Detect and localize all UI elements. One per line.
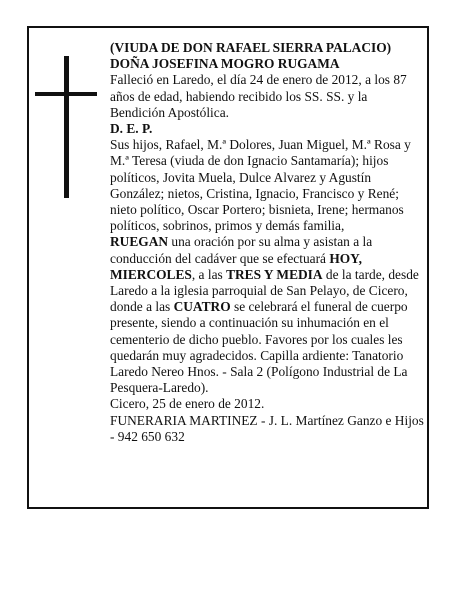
funeral-text: se celebrará el funeral de cuerpo presente, siendo a continuación su inhumación en el cementerio de dicho pueblo. Favores por los cuales les quedarán muy agradecidos. Capilla ardiente: Tanatorio Laredo Nereo Hnos. - Sala 2 (Polígono Industrial de La Pesquera-Laredo). [110,299,408,396]
cross-horizontal-bar [35,92,97,96]
ceremony-paragraph [110,234,424,396]
tres-y-media: TRES Y MEDIA [226,266,323,282]
cross-icon [35,56,97,198]
place-date: Cicero, 25 de enero de 2012. [110,396,265,412]
obituary-notice [27,26,429,509]
funeral-home: FUNERARIA MARTINEZ - J. L. Martínez Ganzo e Hijos - 942 650 632 [110,412,424,444]
hoy-miercoles: HOY, MIERCOLES [110,250,362,282]
ruegan-word: RUEGAN [110,234,169,250]
deceased-name: DOÑA JOSEFINA MOGRO RUGAMA [110,56,340,72]
dep-line: D. E. P. [110,121,153,137]
widow-line: (VIUDA DE DON RAFAEL SIERRA PALACIO) [110,40,392,55]
a-las-text: , a las [191,266,227,282]
cross-vertical-bar [64,56,69,198]
family-paragraph: Sus hijos, Rafael, M.ª Dolores, Juan Miguel, M.ª Rosa y M.ª Teresa (viuda de don Ignacio Santamaría); hijos políticos, Jovita Muela, Dulce Alvarez y Agustín González; nietos, Cristina, Ignacio, Francisco y René; nieto político, Oscar Portero; bisnieta, Irene; hermanos políticos, sobrinos, primos y demás familia, [110,137,411,234]
death-paragraph: Falleció en Laredo, el día 24 de enero de 2012, a los 87 años de edad, habiendo recibido los SS. SS. y la Bendición Apostólica. [110,72,407,120]
cuatro-word: CUATRO [173,299,231,315]
ruegan-text: una oración por su alma y asistan a la conducción del cadáver que se efectuará [110,234,373,266]
route-text: de la tarde, desde Laredo a la iglesia parroquial de San Pelayo, de Cicero, donde a las [110,266,419,315]
notice-text [110,40,424,445]
